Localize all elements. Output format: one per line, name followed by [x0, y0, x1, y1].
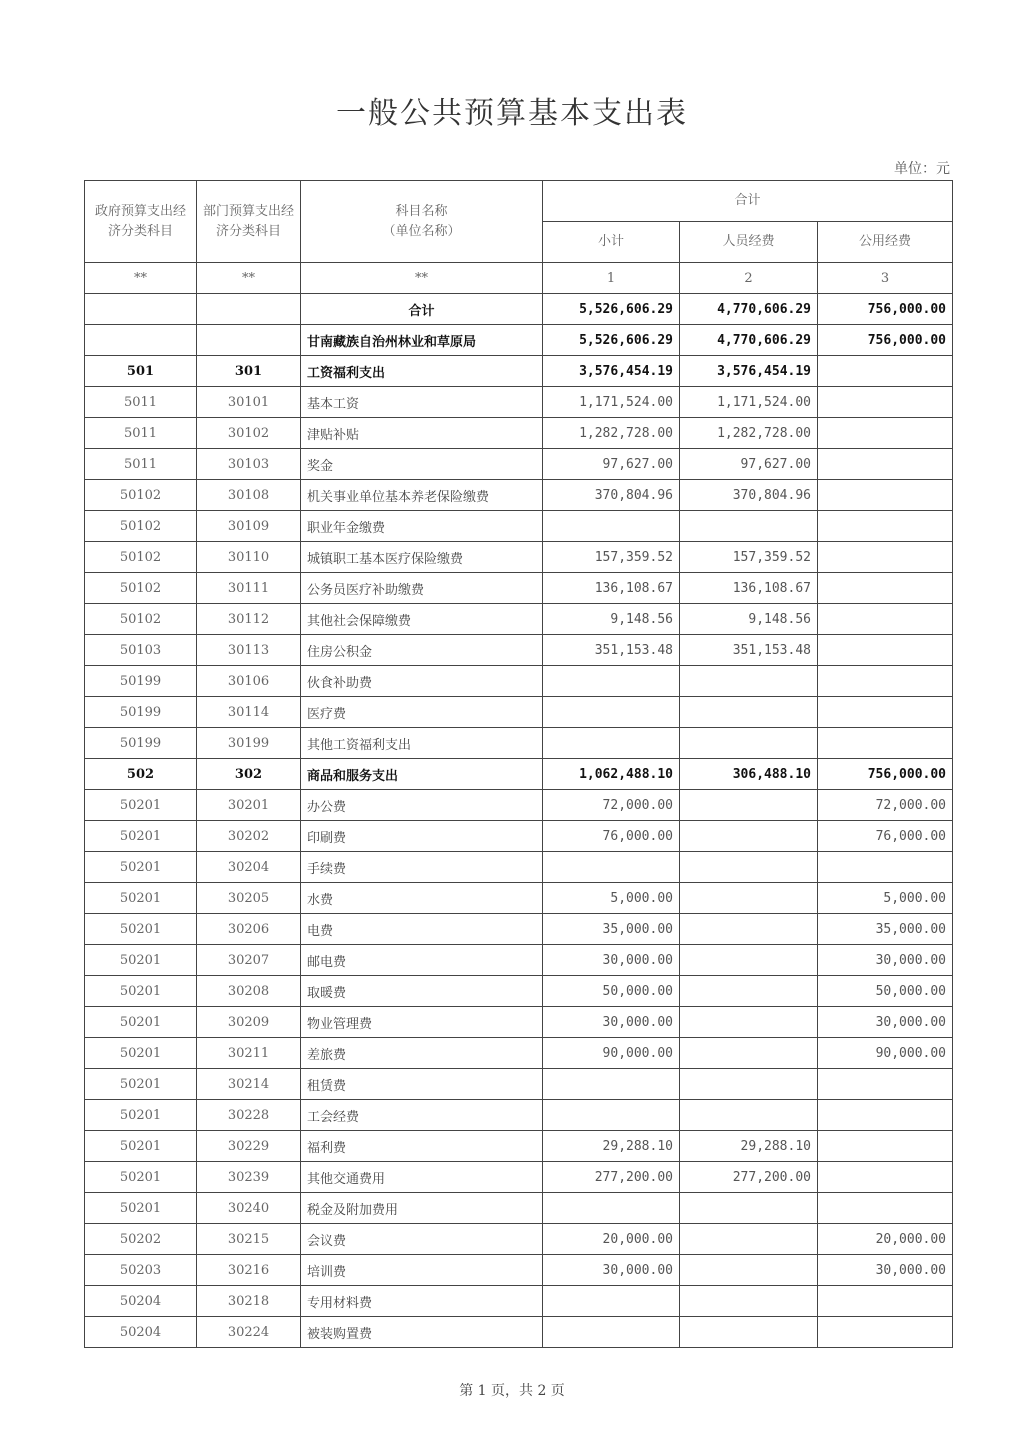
gov-code-cell: 502 — [85, 759, 197, 790]
subtotal-cell: 351,153.48 — [543, 635, 680, 666]
personnel-cell — [680, 945, 818, 976]
table-row — [85, 1100, 953, 1131]
subtotal-cell — [543, 1069, 680, 1100]
table-row — [85, 790, 953, 821]
subject-name-cell: 印刷费 — [301, 821, 543, 852]
dept-code-cell: 30102 — [197, 418, 301, 449]
public-cell — [818, 511, 953, 542]
page-title: 一般公共预算基本支出表 — [336, 96, 688, 131]
table-row — [85, 542, 953, 573]
table-row — [85, 1131, 953, 1162]
gov-code-cell: 50204 — [85, 1286, 197, 1317]
personnel-cell — [680, 1255, 818, 1286]
personnel-cell — [680, 883, 818, 914]
public-cell: 90,000.00 — [818, 1038, 953, 1069]
subject-name-cell: 医疗费 — [301, 697, 543, 728]
header-subject-name-line2: （单位名称） — [382, 223, 461, 239]
gov-code-cell: 50102 — [85, 480, 197, 511]
index-mark-name: ** — [301, 263, 543, 294]
gov-code-cell: 50102 — [85, 604, 197, 635]
dept-code-cell: 30208 — [197, 976, 301, 1007]
public-cell: 30,000.00 — [818, 1255, 953, 1286]
header-gov-code: 政府预算支出经济分类科目 — [85, 181, 197, 263]
public-cell — [818, 542, 953, 573]
personnel-cell — [680, 511, 818, 542]
gov-code-cell: 50103 — [85, 635, 197, 666]
subject-name-cell: 水费 — [301, 883, 543, 914]
gov-code-cell: 50199 — [85, 728, 197, 759]
dept-code-cell: 301 — [197, 356, 301, 387]
public-cell: 5,000.00 — [818, 883, 953, 914]
table-row — [85, 480, 953, 511]
subject-name-cell: 其他交通费用 — [301, 1162, 543, 1193]
dept-code-cell: 30202 — [197, 821, 301, 852]
public-cell — [818, 1069, 953, 1100]
table-row — [85, 1317, 953, 1348]
subtotal-cell — [543, 1286, 680, 1317]
subject-name-cell: 基本工资 — [301, 387, 543, 418]
table-row — [85, 1069, 953, 1100]
gov-code-cell: 5011 — [85, 418, 197, 449]
personnel-cell: 277,200.00 — [680, 1162, 818, 1193]
personnel-cell: 136,108.67 — [680, 573, 818, 604]
personnel-cell — [680, 728, 818, 759]
subject-name-cell: 培训费 — [301, 1255, 543, 1286]
gov-code-cell: 50201 — [85, 1038, 197, 1069]
subject-name-cell: 专用材料费 — [301, 1286, 543, 1317]
gov-code-cell: 50201 — [85, 790, 197, 821]
table-row — [85, 387, 953, 418]
personnel-cell — [680, 1193, 818, 1224]
subject-name-cell: 机关事业单位基本养老保险缴费 — [301, 480, 543, 511]
subject-name-cell: 住房公积金 — [301, 635, 543, 666]
header-subtotal: 小计 — [543, 222, 680, 263]
subject-name-cell: 办公费 — [301, 790, 543, 821]
subject-name-cell: 城镇职工基本医疗保险缴费 — [301, 542, 543, 573]
gov-code-cell: 50201 — [85, 945, 197, 976]
table-row — [85, 883, 953, 914]
gov-code-cell: 50201 — [85, 1100, 197, 1131]
public-cell — [818, 1317, 953, 1348]
public-cell: 756,000.00 — [818, 294, 953, 325]
subject-name-cell: 工资福利支出 — [301, 356, 543, 387]
table-row — [85, 418, 953, 449]
personnel-cell — [680, 1224, 818, 1255]
personnel-cell: 1,282,728.00 — [680, 418, 818, 449]
subject-name-cell: 伙食补助费 — [301, 666, 543, 697]
public-cell — [818, 852, 953, 883]
table-row — [85, 1255, 953, 1286]
subject-name-cell: 其他社会保障缴费 — [301, 604, 543, 635]
gov-code-cell — [85, 294, 197, 325]
dept-code-cell: 30214 — [197, 1069, 301, 1100]
subtotal-cell: 90,000.00 — [543, 1038, 680, 1069]
dept-code-cell: 30106 — [197, 666, 301, 697]
subtotal-cell — [543, 1317, 680, 1348]
public-cell — [818, 1286, 953, 1317]
table-row — [85, 635, 953, 666]
table-row — [85, 573, 953, 604]
public-cell: 20,000.00 — [818, 1224, 953, 1255]
gov-code-cell: 50102 — [85, 542, 197, 573]
table-row — [85, 976, 953, 1007]
subtotal-cell — [543, 666, 680, 697]
dept-code-cell: 30110 — [197, 542, 301, 573]
personnel-cell — [680, 976, 818, 1007]
personnel-cell: 1,171,524.00 — [680, 387, 818, 418]
subtotal-cell: 20,000.00 — [543, 1224, 680, 1255]
subject-name-cell: 津贴补贴 — [301, 418, 543, 449]
personnel-cell: 370,804.96 — [680, 480, 818, 511]
table-row — [85, 1193, 953, 1224]
subject-name-cell: 工会经费 — [301, 1100, 543, 1131]
gov-code-cell: 50201 — [85, 1131, 197, 1162]
public-cell: 72,000.00 — [818, 790, 953, 821]
dept-code-cell: 30114 — [197, 697, 301, 728]
public-cell — [818, 356, 953, 387]
dept-code-cell: 30113 — [197, 635, 301, 666]
subtotal-cell: 50,000.00 — [543, 976, 680, 1007]
gov-code-cell: 50201 — [85, 976, 197, 1007]
table-row — [85, 697, 953, 728]
table-row — [85, 666, 953, 697]
gov-code-cell: 50201 — [85, 1069, 197, 1100]
personnel-cell — [680, 666, 818, 697]
dept-code-cell: 30215 — [197, 1224, 301, 1255]
public-cell — [818, 449, 953, 480]
public-cell — [818, 418, 953, 449]
table-row — [85, 1162, 953, 1193]
dept-code-cell: 30240 — [197, 1193, 301, 1224]
personnel-cell — [680, 821, 818, 852]
personnel-cell: 9,148.56 — [680, 604, 818, 635]
gov-code-cell: 50102 — [85, 573, 197, 604]
gov-code-cell: 50204 — [85, 1317, 197, 1348]
dept-code-cell: 30103 — [197, 449, 301, 480]
subject-name-cell: 公务员医疗补助缴费 — [301, 573, 543, 604]
page-footer: 第 1 页，共 2 页 — [459, 1383, 565, 1399]
public-cell — [818, 635, 953, 666]
subject-name-cell: 取暖费 — [301, 976, 543, 1007]
unit-label: 单位：元 — [894, 161, 950, 177]
subtotal-cell — [543, 852, 680, 883]
subject-name-cell: 甘南藏族自治州林业和草原局 — [301, 325, 543, 356]
table-row — [85, 1224, 953, 1255]
subject-name-cell: 电费 — [301, 914, 543, 945]
subtotal-cell — [543, 1193, 680, 1224]
subtotal-cell: 35,000.00 — [543, 914, 680, 945]
dept-code-cell: 30216 — [197, 1255, 301, 1286]
gov-code-cell: 50201 — [85, 852, 197, 883]
budget-table — [84, 180, 953, 1348]
table-row — [85, 914, 953, 945]
table-row — [85, 821, 953, 852]
dept-code-cell: 30218 — [197, 1286, 301, 1317]
subtotal-cell: 3,576,454.19 — [543, 356, 680, 387]
subtotal-cell: 5,526,606.29 — [543, 294, 680, 325]
subtotal-cell: 30,000.00 — [543, 1255, 680, 1286]
subtotal-cell: 9,148.56 — [543, 604, 680, 635]
header-subject-name-line1: 科目名称 — [395, 203, 448, 219]
table-row — [85, 356, 953, 387]
dept-code-cell: 30201 — [197, 790, 301, 821]
dept-code-cell: 30205 — [197, 883, 301, 914]
public-cell: 756,000.00 — [818, 325, 953, 356]
subtotal-cell: 1,282,728.00 — [543, 418, 680, 449]
public-cell — [818, 728, 953, 759]
gov-code-cell: 5011 — [85, 387, 197, 418]
public-cell — [818, 1100, 953, 1131]
public-cell: 30,000.00 — [818, 945, 953, 976]
dept-code-cell — [197, 325, 301, 356]
subtotal-cell: 1,171,524.00 — [543, 387, 680, 418]
gov-code-cell: 50201 — [85, 1162, 197, 1193]
gov-code-cell: 50201 — [85, 883, 197, 914]
subtotal-cell — [543, 511, 680, 542]
public-cell — [818, 697, 953, 728]
personnel-cell — [680, 1007, 818, 1038]
gov-code-cell: 50199 — [85, 697, 197, 728]
subtotal-cell: 5,000.00 — [543, 883, 680, 914]
dept-code-cell: 30224 — [197, 1317, 301, 1348]
gov-code-cell: 50199 — [85, 666, 197, 697]
public-cell: 76,000.00 — [818, 821, 953, 852]
dept-code-cell: 30239 — [197, 1162, 301, 1193]
public-cell — [818, 1193, 953, 1224]
gov-code-cell: 50201 — [85, 1193, 197, 1224]
dept-code-cell: 30207 — [197, 945, 301, 976]
index-mark-gov: ** — [85, 263, 197, 294]
subtotal-cell: 72,000.00 — [543, 790, 680, 821]
gov-code-cell: 501 — [85, 356, 197, 387]
public-cell — [818, 666, 953, 697]
gov-code-cell: 50201 — [85, 821, 197, 852]
subtotal-cell: 30,000.00 — [543, 1007, 680, 1038]
header-total: 合计 — [543, 181, 953, 222]
subtotal-cell: 76,000.00 — [543, 821, 680, 852]
personnel-cell: 97,627.00 — [680, 449, 818, 480]
subject-name-cell: 税金及附加费用 — [301, 1193, 543, 1224]
subject-name-cell: 奖金 — [301, 449, 543, 480]
public-cell: 50,000.00 — [818, 976, 953, 1007]
dept-code-cell: 30109 — [197, 511, 301, 542]
index-1: 1 — [543, 263, 680, 294]
table-row — [85, 449, 953, 480]
personnel-cell — [680, 1069, 818, 1100]
personnel-cell — [680, 1038, 818, 1069]
dept-code-cell — [197, 294, 301, 325]
public-cell: 30,000.00 — [818, 1007, 953, 1038]
gov-code-cell: 50202 — [85, 1224, 197, 1255]
subtotal-cell: 30,000.00 — [543, 945, 680, 976]
dept-code-cell: 30209 — [197, 1007, 301, 1038]
dept-code-cell: 30211 — [197, 1038, 301, 1069]
table-row — [85, 1286, 953, 1317]
table-row — [85, 325, 953, 356]
index-2: 2 — [680, 263, 818, 294]
public-cell — [818, 387, 953, 418]
table-row — [85, 852, 953, 883]
personnel-cell: 3,576,454.19 — [680, 356, 818, 387]
subtotal-cell: 1,062,488.10 — [543, 759, 680, 790]
public-cell — [818, 604, 953, 635]
personnel-cell — [680, 914, 818, 945]
personnel-cell: 306,488.10 — [680, 759, 818, 790]
public-cell: 756,000.00 — [818, 759, 953, 790]
subject-name-cell: 职业年金缴费 — [301, 511, 543, 542]
table-row — [85, 1038, 953, 1069]
subtotal-cell: 29,288.10 — [543, 1131, 680, 1162]
public-cell — [818, 1162, 953, 1193]
personnel-cell — [680, 1100, 818, 1131]
subtotal-cell: 370,804.96 — [543, 480, 680, 511]
subtotal-cell — [543, 728, 680, 759]
subject-name-cell: 邮电费 — [301, 945, 543, 976]
subject-name-cell: 会议费 — [301, 1224, 543, 1255]
subtotal-cell: 277,200.00 — [543, 1162, 680, 1193]
index-3: 3 — [818, 263, 953, 294]
subtotal-cell — [543, 1100, 680, 1131]
personnel-cell: 4,770,606.29 — [680, 294, 818, 325]
personnel-cell: 29,288.10 — [680, 1131, 818, 1162]
subtotal-cell: 97,627.00 — [543, 449, 680, 480]
dept-code-cell: 30206 — [197, 914, 301, 945]
subject-name-cell: 被装购置费 — [301, 1317, 543, 1348]
dept-code-cell: 30204 — [197, 852, 301, 883]
public-cell — [818, 573, 953, 604]
dept-code-cell: 30101 — [197, 387, 301, 418]
personnel-cell: 4,770,606.29 — [680, 325, 818, 356]
public-cell: 35,000.00 — [818, 914, 953, 945]
dept-code-cell: 30228 — [197, 1100, 301, 1131]
header-subject-name — [301, 181, 543, 263]
personnel-cell — [680, 697, 818, 728]
subject-name-cell: 其他工资福利支出 — [301, 728, 543, 759]
personnel-cell — [680, 1317, 818, 1348]
personnel-cell: 351,153.48 — [680, 635, 818, 666]
dept-code-cell: 30112 — [197, 604, 301, 635]
gov-code-cell — [85, 325, 197, 356]
table-row — [85, 945, 953, 976]
header-dept-code: 部门预算支出经济分类科目 — [197, 181, 301, 263]
table-row — [85, 759, 953, 790]
subject-name-cell: 商品和服务支出 — [301, 759, 543, 790]
public-cell — [818, 1131, 953, 1162]
subject-name-cell: 手续费 — [301, 852, 543, 883]
subject-name-cell: 租赁费 — [301, 1069, 543, 1100]
personnel-cell — [680, 1286, 818, 1317]
gov-code-cell: 50203 — [85, 1255, 197, 1286]
header-public: 公用经费 — [818, 222, 953, 263]
table-row — [85, 294, 953, 325]
subject-name-cell: 物业管理费 — [301, 1007, 543, 1038]
gov-code-cell: 50102 — [85, 511, 197, 542]
gov-code-cell: 5011 — [85, 449, 197, 480]
table-row — [85, 604, 953, 635]
personnel-cell — [680, 852, 818, 883]
public-cell — [818, 480, 953, 511]
table-row — [85, 728, 953, 759]
gov-code-cell: 50201 — [85, 1007, 197, 1038]
subtotal-cell: 5,526,606.29 — [543, 325, 680, 356]
index-mark-dept: ** — [197, 263, 301, 294]
subtotal-cell: 136,108.67 — [543, 573, 680, 604]
dept-code-cell: 30111 — [197, 573, 301, 604]
gov-code-cell: 50201 — [85, 914, 197, 945]
header-personnel: 人员经费 — [680, 222, 818, 263]
subject-name-cell: 差旅费 — [301, 1038, 543, 1069]
subtotal-cell: 157,359.52 — [543, 542, 680, 573]
dept-code-cell: 30199 — [197, 728, 301, 759]
table-row — [85, 1007, 953, 1038]
dept-code-cell: 30229 — [197, 1131, 301, 1162]
personnel-cell: 157,359.52 — [680, 542, 818, 573]
subject-name-cell: 合计 — [301, 294, 543, 325]
subject-name-cell: 福利费 — [301, 1131, 543, 1162]
subtotal-cell — [543, 697, 680, 728]
dept-code-cell: 30108 — [197, 480, 301, 511]
personnel-cell — [680, 790, 818, 821]
table-row — [85, 511, 953, 542]
dept-code-cell: 302 — [197, 759, 301, 790]
